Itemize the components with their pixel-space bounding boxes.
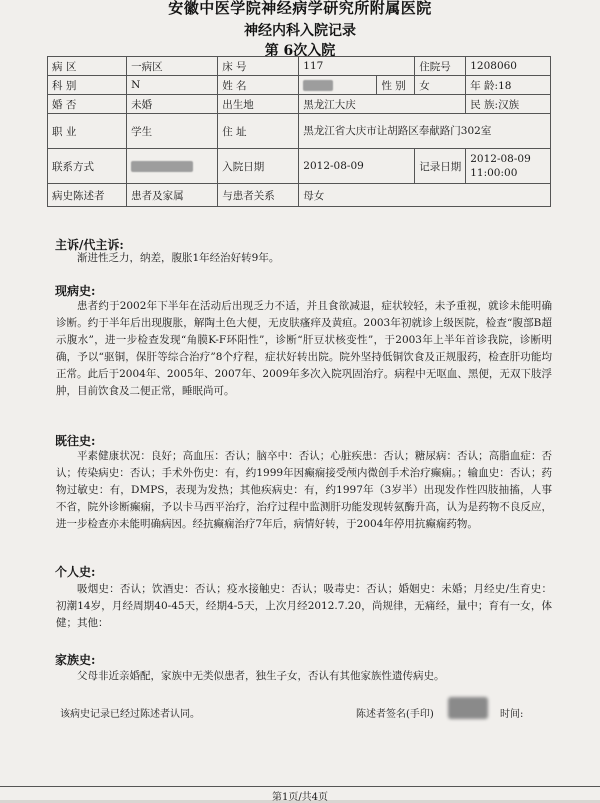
patient-info-table — [47, 56, 551, 207]
record-title: 神经内科入院记录 — [244, 23, 356, 39]
ethnicity-value: 汉族 — [498, 98, 520, 111]
ward-value: 一病区 — [127, 57, 218, 76]
inpatient-no-value: 1208060 — [466, 57, 551, 76]
age-value: 18 — [498, 79, 512, 92]
admit-date-value: 2012-08-09 — [299, 149, 415, 184]
relation-value: 母女 — [299, 184, 551, 207]
family-history-text: 父母非近亲婚配，家族中无类似患者，独生子女，否认有其他家族性遗传病史。 — [77, 670, 445, 682]
info-row — [48, 149, 551, 184]
past-history-text: 平素健康状况：良好；高血压：否认；脑卒中：否认；心脏疾患：否认；糖尿病：否认；高脂血症：否认；传染病史：否认；手术外伤史：有，约1999年因癫痫接受颅内微创手术治疗癫痫。；输血史：否认；药物过敏史：有，DMPS，表现为发热；其他疾病史：有，约1997年（3岁半）出现发作性四肢抽搐，人事不省，院外诊断癫痫，予以卡马西平治疗，治疗过程中监测肝功能发现转氨酶升高，认为是药物不良反应，进一步检查亦未能明确病因。经抗癫痫治疗7年后，病情好转，于2004年停用抗癫痫药物。 — [56, 450, 552, 530]
info-row — [48, 57, 551, 76]
chief-complaint-title: 主诉/代主诉: — [55, 238, 124, 252]
sex-value: 女 — [415, 76, 466, 95]
bed-value: 117 — [299, 57, 415, 76]
page-indicator: 第1页/共4页 — [271, 792, 329, 803]
marriage-label: 婚 否 — [48, 95, 127, 114]
narrator-value: 患者及家属 — [127, 184, 218, 207]
dept-label: 科 别 — [48, 76, 127, 95]
footer-divider — [0, 786, 600, 787]
present-illness-title: 现病史: — [55, 284, 96, 298]
ward-label: 病 区 — [48, 57, 127, 76]
record-date-label: 记录日期 — [415, 149, 466, 184]
contact-redaction — [131, 161, 193, 172]
name-label: 姓 名 — [218, 76, 299, 95]
hospital-name: 安徽中医学院神经病学研究所附属医院 — [168, 0, 432, 17]
dept-value: N — [127, 76, 218, 95]
name-value — [299, 76, 377, 95]
time-label: 时间: — [500, 709, 524, 720]
personal-history-title: 个人史: — [55, 565, 96, 579]
approval-statement: 该病史记录已经过陈述者认同。 — [60, 709, 200, 720]
info-row — [48, 114, 551, 149]
record-date-value: 2012-08-09 11:00:00 — [466, 149, 551, 184]
marriage-value: 未婚 — [127, 95, 218, 114]
info-row — [48, 76, 551, 95]
birthplace-label: 出生地 — [218, 95, 299, 114]
address-label: 住 址 — [218, 114, 299, 149]
address-value: 黑龙江省大庆市让胡路区奉献路门302室 — [299, 114, 551, 149]
relation-label: 与患者关系 — [218, 184, 299, 207]
signer-label: 陈述者签名(手印) — [356, 709, 434, 720]
name-redaction — [303, 80, 333, 91]
signature-redaction — [448, 697, 488, 719]
bed-label: 床 号 — [218, 57, 299, 76]
job-value: 学生 — [127, 114, 218, 149]
info-row — [48, 95, 551, 114]
info-row — [48, 184, 551, 207]
contact-label: 联系方式 — [48, 149, 127, 184]
age-cell — [466, 76, 551, 95]
age-label: 年 龄: — [470, 79, 499, 92]
personal-history-text: 吸烟史：否认；饮酒史：否认；疫水接触史：否认；吸毒史：否认；婚姻史：未婚；月经史/生育史：初潮14岁，月经周期40-45天，经期4-5天，上次月经2012.7.20，尚规律，无痛经，量中；育有一女，体健；其他： — [56, 583, 552, 629]
inpatient-no-label: 住院号 — [415, 57, 466, 76]
past-history-title: 既往史: — [55, 434, 96, 448]
admission-count: 第 6次入院 — [264, 43, 336, 59]
admit-date-label: 入院日期 — [218, 149, 299, 184]
ethnicity-label: 民 族: — [470, 98, 499, 111]
ethnicity-cell — [466, 95, 551, 114]
present-illness-text: 患者约于2002年下半年在活动后出现乏力不适，并且食欲减退，症状较轻，未予重视，就诊未能明确诊断。约于半年后出现腹胀，解陶土色大便，无皮肤瘙痒及黄疸。2003年初就诊上级医院，检查“腹部B超示腹水”，进一步检查发现“角膜K-F环阳性”，诊断“肝豆状核变性”，于2003年上半年首诊我院，诊断明确，予以“驱铜，保肝等综合治疗”8个疗程，症状好转出院。院外坚持低铜饮食及正规服药，检查肝功能均正常。此后于2004年、2005年、2007年、2009年多次入院巩固治疗。病程中无呕血、黑便，无双下肢浮肿，目前饮食及二便正常，睡眠尚可。 — [56, 300, 552, 397]
job-label: 职 业 — [48, 114, 127, 149]
chief-complaint-text: 渐进性乏力，纳差，腹胀1年经治好转9年。 — [77, 252, 280, 264]
contact-value — [127, 149, 218, 184]
narrator-label: 病史陈述者 — [48, 184, 127, 207]
sex-label: 性 别 — [377, 76, 415, 95]
birthplace-value: 黑龙江大庆 — [299, 95, 466, 114]
family-history-title: 家族史: — [55, 653, 96, 667]
